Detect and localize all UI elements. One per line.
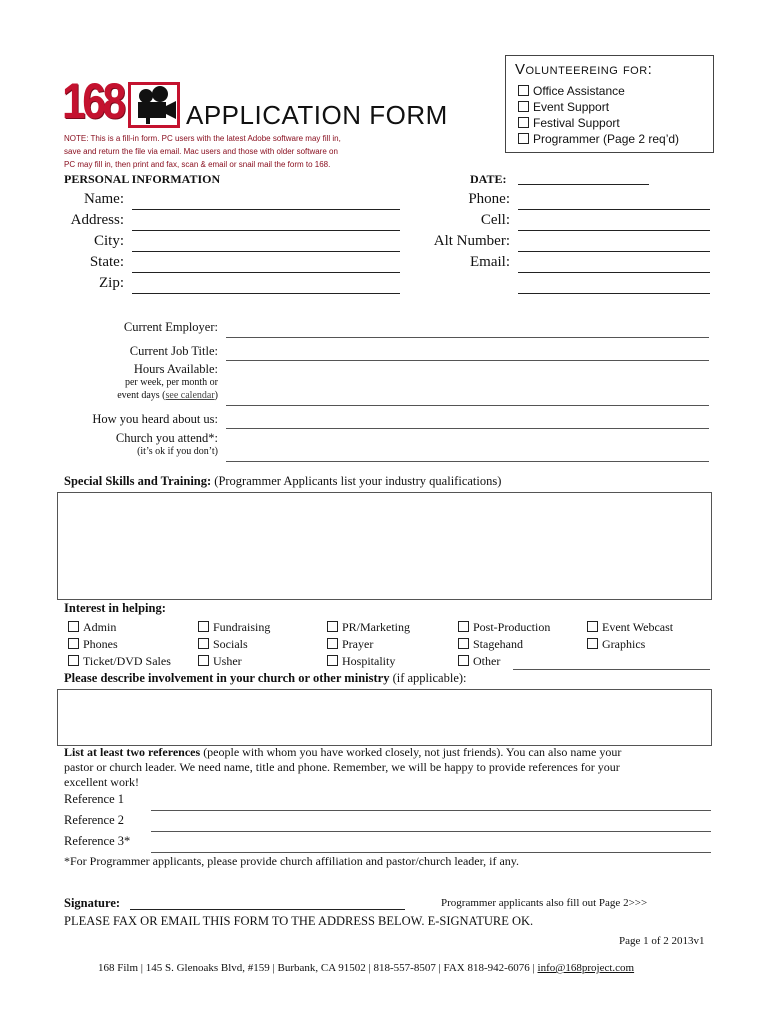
email-extra-field[interactable] xyxy=(518,293,710,294)
personal-heading: PERSONAL INFORMATION xyxy=(64,172,221,186)
interest-socials[interactable]: Socials xyxy=(198,636,270,653)
address-field[interactable] xyxy=(132,230,400,231)
checkbox[interactable] xyxy=(518,85,529,96)
checkbox[interactable] xyxy=(518,101,529,112)
interest-admin[interactable]: Admin xyxy=(68,619,171,636)
note-line: NOTE: This is a fill-in form. PC users with the latest Adobe software may fill in, xyxy=(64,134,341,143)
interest-pr-marketing[interactable]: PR/Marketing xyxy=(327,619,410,636)
interest-phones[interactable]: Phones xyxy=(68,636,171,653)
address-label: Address: xyxy=(70,212,124,228)
checkbox[interactable] xyxy=(327,655,338,666)
footer-address: 168 Film | 145 S. Glenoaks Blvd, #159 | Burbank, CA 91502 | 818-557-8507 | FAX 818-942-6076 | info@168project.com xyxy=(98,962,635,974)
note-line: save and return the file via email. Mac users and those with older software on xyxy=(64,147,338,156)
church-label: Church you attend*: xyxy=(115,431,218,445)
checkbox[interactable] xyxy=(458,655,469,666)
cell-label: Cell: xyxy=(480,212,510,228)
checkbox[interactable] xyxy=(198,638,209,649)
reference-1-label: Reference 1 xyxy=(64,792,125,806)
interest-prayer[interactable]: Prayer xyxy=(327,636,410,653)
logo xyxy=(62,73,180,130)
checkbox[interactable] xyxy=(198,621,209,632)
email-field[interactable] xyxy=(518,272,710,273)
date-field[interactable] xyxy=(518,184,649,185)
checkbox[interactable] xyxy=(518,133,529,144)
interest-col-4 xyxy=(458,619,550,670)
other-field[interactable] xyxy=(513,669,710,670)
alt-number-field[interactable] xyxy=(518,251,710,252)
programmer-note: Programmer applicants also fill out Page 2>>> xyxy=(441,897,648,909)
interest-heading: Interest in helping: xyxy=(64,601,166,615)
skills-label: Special Skills and Training: (Programmer Applicants list your industry qualifications) xyxy=(64,474,502,488)
interest-col-5 xyxy=(587,619,673,653)
reference-3-label: Reference 3* xyxy=(64,834,131,848)
references-footnote: *For Programmer applicants, please provide church affiliation and pastor/church leader, if any. xyxy=(64,854,520,868)
employer-field[interactable] xyxy=(226,337,709,338)
interest-ticket-sales[interactable]: Ticket/DVD Sales xyxy=(68,653,171,670)
checkbox[interactable] xyxy=(198,655,209,666)
church-field[interactable] xyxy=(226,461,709,462)
checkbox[interactable] xyxy=(518,117,529,128)
volunteer-option-event[interactable]: Event Support xyxy=(518,99,679,115)
signature-label: Signature: xyxy=(64,896,121,910)
email-label: Email: xyxy=(470,254,510,270)
interest-other[interactable]: Other xyxy=(458,653,550,670)
state-field[interactable] xyxy=(132,272,400,273)
interest-graphics[interactable]: Graphics xyxy=(587,636,673,653)
reference-3-field[interactable] xyxy=(151,852,711,853)
reference-2-label: Reference 2 xyxy=(64,813,125,827)
zip-field[interactable] xyxy=(132,293,400,294)
heard-label: How you heard about us: xyxy=(92,412,218,426)
cell-field[interactable] xyxy=(518,230,710,231)
volunteering-title: Volunteereing for: xyxy=(515,61,653,78)
volunteering-box xyxy=(505,55,714,153)
skills-textarea[interactable] xyxy=(57,492,712,600)
city-label: City: xyxy=(93,233,124,249)
volunteer-option-festival[interactable]: Festival Support xyxy=(518,115,679,131)
phone-field[interactable] xyxy=(518,209,710,210)
hours-label: Hours Available: xyxy=(133,362,218,376)
interest-hospitality[interactable]: Hospitality xyxy=(327,653,410,670)
reference-2-field[interactable] xyxy=(151,831,711,832)
checkbox[interactable] xyxy=(587,638,598,649)
header-note xyxy=(64,132,341,171)
checkbox[interactable] xyxy=(327,638,338,649)
employer-label: Current Employer: xyxy=(123,320,218,334)
fax-email-instruction: PLEASE FAX OR EMAIL THIS FORM TO THE ADDRESS BELOW. E-SIGNATURE OK. xyxy=(64,914,534,928)
interest-stagehand[interactable]: Stagehand xyxy=(458,636,550,653)
job-title-field[interactable] xyxy=(226,360,709,361)
city-field[interactable] xyxy=(132,251,400,252)
date-label: DATE: xyxy=(470,172,507,186)
film-camera-icon xyxy=(128,82,180,128)
signature-field[interactable] xyxy=(130,909,405,910)
see-calendar-link[interactable]: see calendar xyxy=(165,390,215,401)
checkbox[interactable] xyxy=(458,638,469,649)
alt-number-label: Alt Number: xyxy=(433,233,510,249)
checkbox[interactable] xyxy=(587,621,598,632)
hours-sub-2: event days (see calendar) xyxy=(117,390,218,401)
name-label: Name: xyxy=(84,191,124,207)
note-line: PC may fill in, then print and fax, scan & email or snail mail the form to 168. xyxy=(64,160,331,169)
interest-col-3 xyxy=(327,619,410,670)
logo-number: 168 xyxy=(62,73,123,129)
interest-col-1 xyxy=(68,619,171,670)
hours-sub: per week, per month or xyxy=(124,377,218,388)
checkbox[interactable] xyxy=(327,621,338,632)
volunteer-option-office[interactable]: Office Assistance xyxy=(518,83,679,99)
interest-post-production[interactable]: Post-Production xyxy=(458,619,550,636)
state-label: State: xyxy=(89,254,124,270)
volunteer-option-programmer[interactable]: Programmer (Page 2 req’d) xyxy=(518,131,679,147)
checkbox[interactable] xyxy=(68,638,79,649)
interest-fundraising[interactable]: Fundraising xyxy=(198,619,270,636)
page-title: APPLICATION FORM xyxy=(186,100,448,130)
hours-field[interactable] xyxy=(226,405,709,406)
name-field[interactable] xyxy=(132,209,400,210)
checkbox[interactable] xyxy=(68,621,79,632)
interest-col-2 xyxy=(198,619,270,670)
checkbox[interactable] xyxy=(458,621,469,632)
interest-event-webcast[interactable]: Event Webcast xyxy=(587,619,673,636)
reference-1-field[interactable] xyxy=(151,810,711,811)
job-title-label: Current Job Title: xyxy=(129,344,218,358)
checkbox[interactable] xyxy=(68,655,79,666)
church-sub: (it’s ok if you don’t) xyxy=(137,446,218,457)
involvement-textarea[interactable] xyxy=(57,689,712,746)
heard-field[interactable] xyxy=(226,428,709,429)
interest-usher[interactable]: Usher xyxy=(198,653,270,670)
involvement-label: Please describe involvement in your church or other ministry (if applicable): xyxy=(64,671,467,685)
page-number: Page 1 of 2 2013v1 xyxy=(619,935,705,947)
phone-label: Phone: xyxy=(468,191,510,207)
zip-label: Zip: xyxy=(99,275,124,291)
references-intro: List at least two references (people with whom you have worked closely, not just friends). You can also name your pastor or church leader. We need name, title and phone. Remember, we will be happy to provide references for your excellent work! xyxy=(64,745,622,789)
email-link[interactable]: info@168project.com xyxy=(537,962,635,974)
